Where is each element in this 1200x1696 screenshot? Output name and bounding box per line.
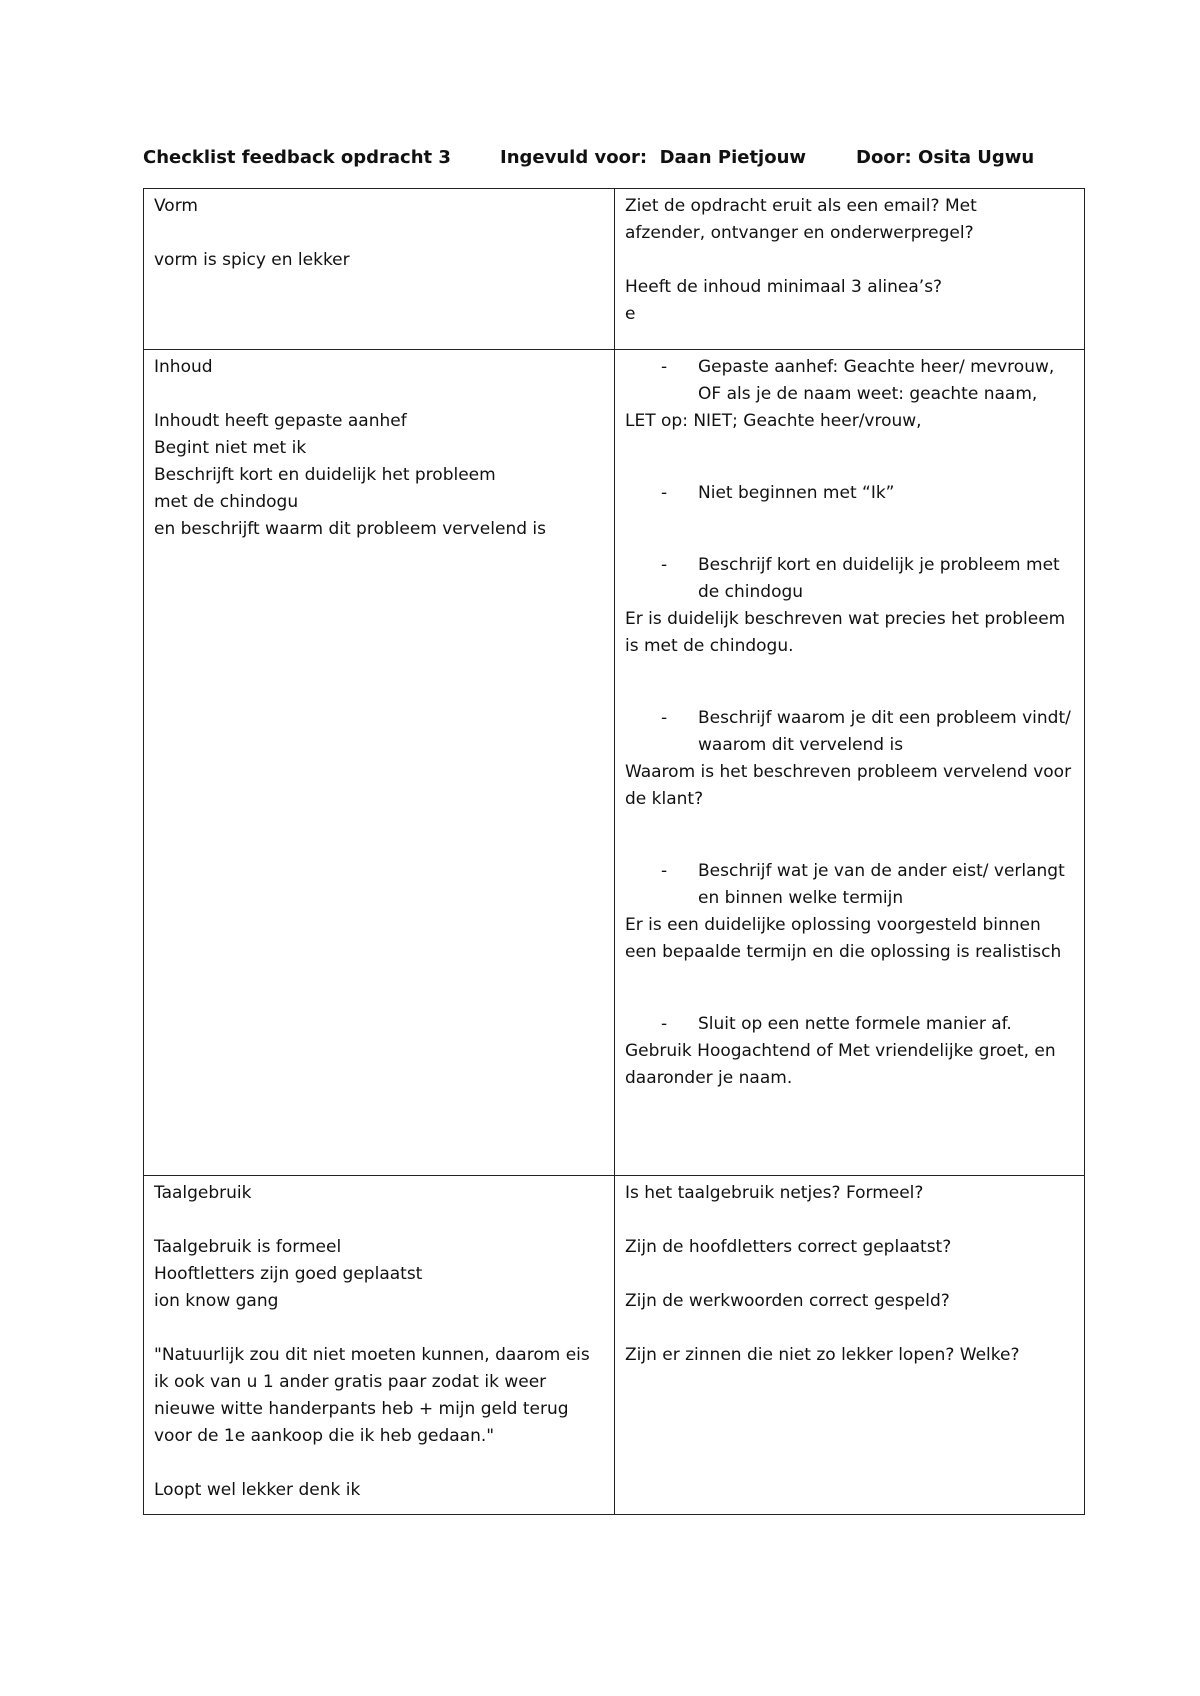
criteria-note: Er is een duidelijke oplossing voorgesteld binnen een bepaalde termijn en die oplossing is realistisch xyxy=(625,915,1062,962)
criteria-question: Zijn er zinnen die niet zo lekker lopen? Welke? xyxy=(625,1345,1020,1365)
checklist-table xyxy=(143,188,1085,1515)
filled-by xyxy=(856,142,1034,174)
section-heading: Taalgebruik xyxy=(154,1183,252,1203)
criteria-bullet xyxy=(625,858,1074,912)
filled-by-name: Osita Ugwu xyxy=(918,147,1035,168)
criteria-bullet-text: Beschrijf kort en duidelijk je probleem met de chindogu xyxy=(698,555,1060,602)
criteria-note: Waarom is het beschreven probleem vervelend voor de klant? xyxy=(625,762,1077,809)
feedback-line: Begint niet met ik xyxy=(154,438,307,458)
dash-icon: - xyxy=(661,1014,668,1034)
section-heading: Vorm xyxy=(154,196,198,216)
row-inhoud xyxy=(144,350,1085,1176)
cell-inhoud-feedback xyxy=(144,350,615,1176)
filled-for-name: Daan Pietjouw xyxy=(659,147,807,168)
criteria-line: Heeft de inhoud minimaal 3 alinea’s? xyxy=(625,277,943,297)
feedback-line: Beschrijft kort en duidelijk het probleem xyxy=(154,465,496,485)
criteria-line: afzender, ontvanger en onderwerpregel? xyxy=(625,223,974,243)
cell-vorm-criteria xyxy=(615,189,1085,350)
criteria-note: LET op: NIET; Geachte heer/vrouw, xyxy=(625,411,922,431)
criteria-question: Zijn de hoofdletters correct geplaatst? xyxy=(625,1237,952,1257)
criteria-line: Ziet de opdracht eruit als een email? Met xyxy=(625,196,977,216)
quoted-sentence: "Natuurlijk zou dit niet moeten kunnen, daarom eis ik ook van u 1 ander gratis paar zodat ik weer nieuwe witte handerpants heb + mijn geld terug voor de 1e aankoop die ik heb gedaan." xyxy=(154,1345,596,1446)
filled-for-label: Ingevuld voor: xyxy=(500,147,648,168)
cell-taalgebruik-feedback xyxy=(144,1176,615,1515)
dash-icon: - xyxy=(661,861,668,881)
feedback-line: met de chindogu xyxy=(154,492,299,512)
cell-inhoud-criteria xyxy=(615,350,1085,1176)
criteria-bullet-text: Niet beginnen met “Ik” xyxy=(698,483,895,503)
document-title: Checklist feedback opdracht 3 xyxy=(143,147,451,168)
criteria-bullet xyxy=(625,705,1074,759)
feedback-line: ion know gang xyxy=(154,1291,279,1311)
feedback-line: Hooftletters zijn goed geplaatst xyxy=(154,1264,423,1284)
criteria-question: Zijn de werkwoorden correct gespeld? xyxy=(625,1291,950,1311)
criteria-bullet-text: Beschrijf wat je van de ander eist/ verlangt en binnen welke termijn xyxy=(698,861,1065,908)
filled-for xyxy=(500,142,806,174)
criteria-bullet xyxy=(625,1011,1074,1038)
feedback-line: Inhoudt heeft gepaste aanhef xyxy=(154,411,407,431)
filled-by-label: Door: xyxy=(856,147,912,168)
criteria-bullet xyxy=(625,354,1074,408)
cell-vorm-feedback xyxy=(144,189,615,350)
cell-taalgebruik-criteria xyxy=(615,1176,1085,1515)
criteria-line: e xyxy=(625,304,636,324)
feedback-line: Taalgebruik is formeel xyxy=(154,1237,342,1257)
row-taalgebruik xyxy=(144,1176,1085,1515)
criteria-question: Is het taalgebruik netjes? Formeel? xyxy=(625,1183,924,1203)
document-header xyxy=(143,142,1083,174)
feedback-line: vorm is spicy en lekker xyxy=(154,250,350,270)
criteria-bullet-text: Beschrijf waarom je dit een probleem vindt/ waarom dit vervelend is xyxy=(698,708,1071,755)
criteria-bullet xyxy=(625,480,1074,507)
criteria-bullet xyxy=(625,552,1074,606)
criteria-bullet-text: Gepaste aanhef: Geachte heer/ mevrouw, OF als je de naam weet: geachte naam, xyxy=(698,357,1055,404)
feedback-closing: Loopt wel lekker denk ik xyxy=(154,1480,361,1500)
dash-icon: - xyxy=(661,357,668,377)
criteria-note: Er is duidelijk beschreven wat precies het probleem is met de chindogu. xyxy=(625,609,1071,656)
dash-icon: - xyxy=(661,708,668,728)
criteria-bullet-text: Sluit op een nette formele manier af. xyxy=(698,1014,1012,1034)
criteria-note: Gebruik Hoogachtend of Met vriendelijke groet, en daaronder je naam. xyxy=(625,1041,1062,1088)
feedback-line: en beschrijft waarm dit probleem vervelend is xyxy=(154,519,546,539)
dash-icon: - xyxy=(661,483,668,503)
row-vorm xyxy=(144,189,1085,350)
section-heading: Inhoud xyxy=(154,357,213,377)
dash-icon: - xyxy=(661,555,668,575)
